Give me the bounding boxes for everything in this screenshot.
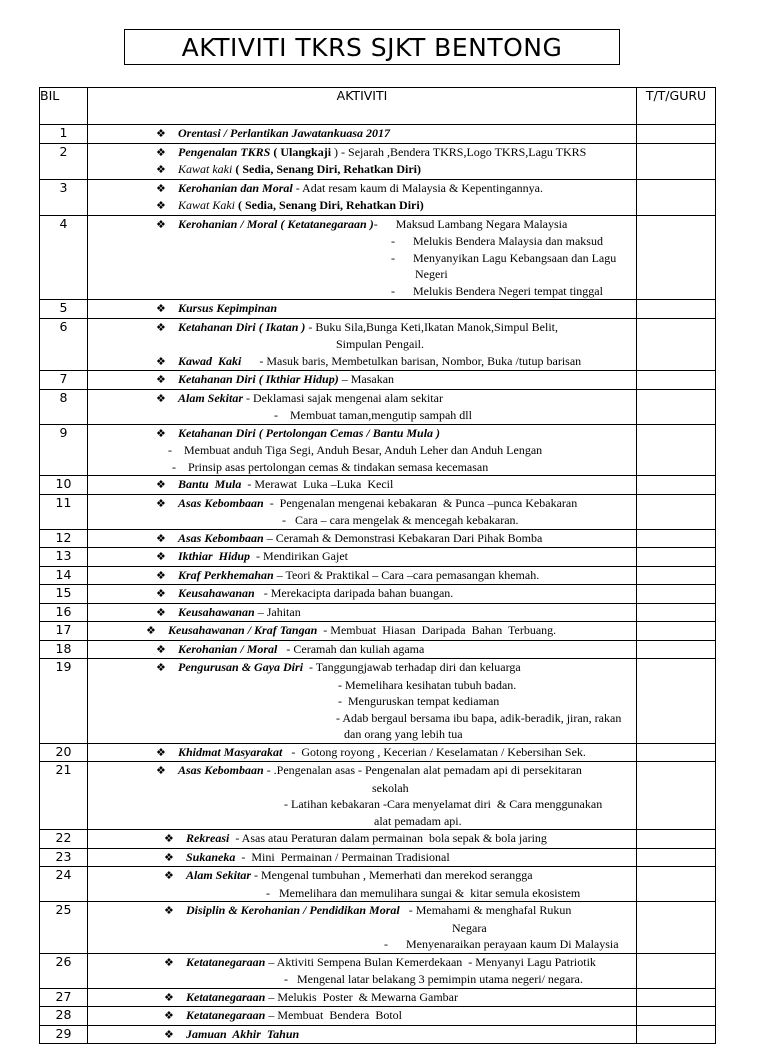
activity-line: [88, 622, 636, 640]
activity-topic-italic: Kawat Kaki: [178, 198, 239, 212]
activity-detail: - Mendirikan Gajet: [250, 549, 348, 563]
activity-detail: – Ceramah & Demonstrasi Kebakaran Dari Pihak Bomba: [263, 530, 543, 545]
activity-topic: Kerohanian dan Moral: [178, 180, 293, 195]
activity-line: [88, 849, 636, 867]
activity-detail: – Jahitan: [254, 604, 301, 619]
table-row: [40, 830, 716, 849]
activity-line: [88, 604, 636, 622]
activity-line: [88, 813, 636, 830]
activity-detail: – Membuat Bendera Botol: [265, 1008, 402, 1022]
activity-cell: [88, 215, 637, 300]
diamond-bullet-icon: ❖: [156, 426, 166, 440]
signature-cell: [637, 494, 716, 529]
activity-topic: Asas Kebombaan: [178, 763, 264, 777]
activity-detail: – Teori & Praktikal – Cara –cara pemasangan khemah.: [273, 567, 540, 582]
diamond-bullet-icon: ❖: [156, 354, 166, 368]
activity-detail: - Asas atau Peraturan dalam permainan bola sepak & bola jaring: [229, 831, 547, 845]
activity-topic: Keusahawanan: [178, 604, 255, 619]
activity-cell: [88, 585, 637, 604]
row-number: 18: [40, 640, 88, 659]
activity-cell: [88, 389, 637, 424]
activity-line: [88, 319, 636, 337]
row-number: 3: [40, 179, 88, 215]
activity-line: [88, 920, 636, 937]
table-row: [40, 762, 716, 830]
activity-topic: Ketatanegaraan: [186, 954, 266, 969]
activity-topic: Pengurusan & Gaya Diri: [178, 660, 304, 674]
diamond-bullet-icon: ❖: [156, 661, 166, 674]
activity-line: [88, 796, 636, 813]
row-number: 25: [40, 902, 88, 954]
activity-topic: Keusahawanan: [178, 586, 255, 600]
activity-topic: Khidmat Masyarakat: [178, 744, 283, 759]
activity-topic: Asas Kebombaan: [178, 530, 264, 545]
activity-line: [88, 353, 636, 371]
activity-cell: [88, 300, 637, 319]
activity-detail: – Masakan: [338, 372, 395, 386]
signature-cell: [637, 300, 716, 319]
activity-topic: Pengenalan TKRS: [178, 144, 271, 159]
activity-topic: Kerohanian / Moral: [178, 641, 278, 656]
diamond-bullet-icon: ❖: [156, 605, 166, 619]
activity-detail: - Membuat taman,mengutip sampah dll: [274, 408, 472, 422]
table-row: [40, 566, 716, 585]
activity-line: [88, 902, 636, 920]
table-row: [40, 476, 716, 495]
diamond-bullet-icon: ❖: [164, 990, 174, 1004]
activity-line: [88, 971, 636, 988]
activity-line: [88, 125, 636, 143]
table-row: [40, 215, 716, 300]
signature-cell: [637, 902, 716, 954]
activity-line: [88, 233, 636, 250]
signature-cell: [637, 988, 716, 1007]
signature-cell: [637, 529, 716, 548]
signature-cell: [637, 743, 716, 762]
diamond-bullet-icon: ❖: [156, 745, 166, 759]
signature-cell: [637, 640, 716, 659]
activity-cell: [88, 848, 637, 867]
table-row: [40, 179, 716, 215]
diamond-bullet-icon: ❖: [156, 568, 166, 582]
activity-detail: - Memelihara dan memulihara sungai & kitar semula ekosistem: [266, 885, 581, 900]
activity-detail: Negara: [452, 920, 487, 935]
table-row: [40, 603, 716, 622]
activity-cell: [88, 988, 637, 1007]
activity-cell: [88, 867, 637, 902]
table-row: [40, 125, 716, 144]
diamond-bullet-icon: ❖: [156, 587, 166, 600]
activity-line: [88, 197, 636, 215]
activity-detail: - Merekacipta daripada bahan buangan.: [254, 586, 454, 600]
signature-cell: [637, 622, 716, 641]
activity-line: [88, 762, 636, 780]
diamond-bullet-icon: ❖: [156, 163, 166, 176]
signature-cell: [637, 125, 716, 144]
activity-cell: [88, 424, 637, 476]
row-number: 14: [40, 566, 88, 585]
activity-topic: Alam Sekitar: [178, 390, 244, 405]
table-row: [40, 529, 716, 548]
signature-cell: [637, 762, 716, 830]
activity-cell: [88, 494, 637, 529]
activity-detail: - Menyanyikan Lagu Kebangsaan dan Lagu: [391, 250, 617, 265]
diamond-bullet-icon: ❖: [156, 302, 166, 315]
activity-detail: - Cara – cara mengelak & mencegah kebakaran.: [282, 513, 519, 527]
signature-cell: [637, 953, 716, 988]
diamond-bullet-icon: ❖: [156, 496, 166, 510]
signature-cell: [637, 179, 716, 215]
activity-detail: - Tanggungjawab terhadap diri dan keluarga: [303, 660, 521, 674]
activity-cell: [88, 371, 637, 390]
activity-line: [88, 336, 636, 353]
diamond-bullet-icon: ❖: [156, 217, 166, 231]
activity-cell: [88, 1007, 637, 1026]
activity-emphasis: ( Ulangkaji: [270, 144, 335, 159]
diamond-bullet-icon: ❖: [156, 391, 166, 405]
activity-detail: Simpulan Pengail.: [336, 337, 424, 351]
activity-detail: - Mini Permainan / Permainan Tradisional: [235, 849, 450, 864]
diamond-bullet-icon: ❖: [156, 127, 166, 140]
activity-line: [88, 885, 636, 902]
row-number: 7: [40, 371, 88, 390]
activity-detail: – Aktiviti Sempena Bulan Kemerdekaan - Menyanyi Lagu Patriotik: [265, 954, 596, 969]
activity-detail: - Membuat anduh Tiga Segi, Anduh Besar, Anduh Leher dan Anduh Lengan: [168, 443, 543, 457]
table-row: [40, 622, 716, 641]
row-number: 13: [40, 548, 88, 567]
diamond-bullet-icon: ❖: [164, 904, 174, 917]
activity-line: [88, 425, 636, 443]
activity-detail: – Melukis Poster & Mewarna Gambar: [265, 989, 458, 1004]
activity-line: [88, 476, 636, 494]
row-number: 20: [40, 743, 88, 762]
activity-topic: Rekreasi: [186, 831, 230, 845]
activity-topic: Ketatanegaraan: [186, 989, 266, 1004]
activity-emphasis: ( Sedia, Senang Diri, Rehatkan Diri): [235, 162, 422, 176]
activity-table: [39, 87, 716, 1044]
row-number: 5: [40, 300, 88, 319]
table-row: [40, 318, 716, 371]
table-row: [40, 659, 716, 744]
activity-line: [88, 250, 636, 267]
activity-topic: Ikthiar Hidup: [178, 549, 251, 563]
activity-detail: - Prinsip asas pertolongan cemas & tindakan semasa kecemasan: [172, 459, 489, 474]
activity-topic: Ketahanan Diri ( Ikatan ): [178, 319, 306, 334]
row-number: 26: [40, 953, 88, 988]
table-row: [40, 988, 716, 1007]
table-row: [40, 548, 716, 567]
activity-line: [88, 693, 636, 710]
activity-cell: [88, 659, 637, 744]
activity-cell: [88, 902, 637, 954]
signature-cell: [637, 659, 716, 744]
activity-line: [88, 567, 636, 585]
activity-detail: - Merawat Luka –Luka Kecil: [241, 477, 394, 491]
diamond-bullet-icon: ❖: [156, 181, 166, 195]
table-header-row: [40, 88, 716, 125]
activity-line: [88, 780, 636, 797]
activity-line: [88, 989, 636, 1007]
row-number: 28: [40, 1007, 88, 1026]
row-number: 21: [40, 762, 88, 830]
activity-cell: [88, 743, 637, 762]
activity-detail: - Adat resam kaum di Malaysia & Kepentingannya.: [292, 180, 543, 195]
activity-line: [88, 710, 636, 727]
activity-line: [88, 585, 636, 603]
row-number: 24: [40, 867, 88, 902]
row-number: 10: [40, 476, 88, 495]
row-number: 6: [40, 318, 88, 371]
table-row: [40, 848, 716, 867]
activity-topic: Sukaneka: [186, 849, 236, 864]
activity-topic: Kawad Kaki: [178, 353, 242, 368]
activity-line: [88, 407, 636, 424]
activity-cell: [88, 640, 637, 659]
signature-cell: [637, 603, 716, 622]
activity-line: [88, 830, 636, 848]
activity-cell: [88, 548, 637, 567]
activity-topic: Kerohanian / Moral ( Ketatanegaraan ): [178, 216, 374, 231]
activity-line: [88, 659, 636, 677]
signature-cell: [637, 867, 716, 902]
row-number: 15: [40, 585, 88, 604]
signature-cell: [637, 830, 716, 849]
activity-detail: - Gotong royong , Kecerian / Keselamatan / Kebersihan Sek.: [282, 744, 586, 759]
activity-line: [88, 180, 636, 198]
row-number: 22: [40, 830, 88, 849]
signature-cell: [637, 424, 716, 476]
row-number: 12: [40, 529, 88, 548]
activity-line: [88, 954, 636, 972]
table-row: [40, 867, 716, 902]
activity-detail: ) - Sejarah ,Bendera TKRS,Logo TKRS,Lagu TKRS: [334, 144, 587, 159]
activity-detail: - .Pengenalan asas - Pengenalan alat pemadam api di persekitaran: [263, 763, 582, 777]
activity-topic: Ketahanan Diri ( Ikthiar Hidup): [178, 372, 339, 386]
table-row: [40, 902, 716, 954]
activity-detail: - Membuat Hiasan Daripada Bahan Terbuang.: [317, 623, 557, 637]
diamond-bullet-icon: ❖: [164, 1009, 174, 1022]
table-body: [40, 125, 716, 1044]
activity-detail: - Maksud Lambang Negara Malaysia: [373, 216, 568, 231]
activity-line: [88, 371, 636, 389]
signature-cell: [637, 1007, 716, 1026]
activity-topic: Keusahawanan / Kraf Tangan: [168, 623, 318, 637]
activity-cell: [88, 125, 637, 144]
activity-cell: [88, 603, 637, 622]
row-number: 19: [40, 659, 88, 744]
activity-line: [88, 641, 636, 659]
activity-topic: Kraf Perkhemahan: [178, 567, 274, 582]
row-number: 8: [40, 389, 88, 424]
activity-line: [88, 161, 636, 179]
activity-detail: - Adab bergaul bersama ibu bapa, adik-beradik, jiran, rakan: [336, 710, 622, 725]
activity-line: [88, 459, 636, 476]
activity-cell: [88, 1025, 637, 1044]
table-row: [40, 494, 716, 529]
diamond-bullet-icon: ❖: [156, 373, 166, 386]
signature-cell: [637, 143, 716, 179]
activity-topic: Bantu Mula: [178, 477, 242, 491]
activity-line: [88, 144, 636, 162]
activity-detail: - Buku Sila,Bunga Keti,Ikatan Manok,Simpul Belit,: [305, 319, 559, 334]
diamond-bullet-icon: ❖: [164, 869, 174, 882]
activity-detail: - Mengenal tumbuhan , Memerhati dan merekod serangga: [251, 868, 533, 882]
activity-line: [88, 300, 636, 318]
activity-topic-italic: Kawat kaki: [178, 162, 236, 176]
row-number: 27: [40, 988, 88, 1007]
activity-detail: - Latihan kebakaran -Cara menyelamat diri & Cara menggunakan: [284, 797, 603, 811]
diamond-bullet-icon: ❖: [156, 550, 166, 563]
activity-cell: [88, 529, 637, 548]
activity-detail: - Menyenaraikan perayaan kaum Di Malaysia: [384, 937, 619, 951]
signature-cell: [637, 389, 716, 424]
activity-detail: sekolah: [372, 780, 409, 795]
diamond-bullet-icon: ❖: [156, 478, 166, 491]
diamond-bullet-icon: ❖: [164, 832, 174, 845]
header-tt-guru: T/T/GURU: [637, 88, 716, 125]
activity-line: [88, 1007, 636, 1025]
activity-line: [88, 530, 636, 548]
table-row: [40, 143, 716, 179]
signature-cell: [637, 585, 716, 604]
diamond-bullet-icon: ❖: [156, 642, 166, 656]
activity-emphasis: ( Sedia, Senang Diri, Rehatkan Diri): [238, 198, 424, 212]
row-number: 4: [40, 215, 88, 300]
activity-line: [88, 495, 636, 513]
activity-detail: - Menguruskan tempat kediaman: [338, 694, 500, 708]
activity-line: [88, 266, 636, 283]
table-row: [40, 953, 716, 988]
table-row: [40, 371, 716, 390]
diamond-bullet-icon: ❖: [156, 320, 166, 334]
activity-line: [88, 726, 636, 743]
signature-cell: [637, 476, 716, 495]
activity-topic: Jamuan Akhir Tahun: [186, 1026, 300, 1041]
activity-detail: - Memelihara kesihatan tubuh badan.: [338, 677, 517, 692]
activity-detail: - Melukis Bendera Malaysia dan maksud: [391, 234, 603, 248]
activity-line: [88, 867, 636, 885]
table-row: [40, 640, 716, 659]
activity-cell: [88, 476, 637, 495]
table-row: [40, 1025, 716, 1044]
row-number: 29: [40, 1025, 88, 1044]
diamond-bullet-icon: ❖: [146, 624, 156, 637]
diamond-bullet-icon: ❖: [156, 531, 166, 545]
activity-detail: - Ceramah dan kuliah agama: [277, 641, 425, 656]
row-number: 17: [40, 622, 88, 641]
row-number: 2: [40, 143, 88, 179]
table-row: [40, 389, 716, 424]
activity-topic: Kursus Kepimpinan: [178, 301, 278, 315]
activity-topic: Ketahanan Diri ( Pertolongan Cemas / Bantu Mula ): [178, 425, 441, 440]
signature-cell: [637, 1025, 716, 1044]
activity-detail: - Mengenal latar belakang 3 pemimpin utama negeri/ negara.: [284, 972, 583, 986]
row-number: 1: [40, 125, 88, 144]
activity-detail: - Deklamasi sajak mengenai alam sekitar: [243, 390, 443, 405]
activity-topic: Disiplin & Kerohanian / Pendidikan Moral: [186, 903, 400, 917]
activity-cell: [88, 143, 637, 179]
activity-detail: Negeri: [415, 267, 448, 281]
activity-detail: - Melukis Bendera Negeri tempat tinggal: [391, 283, 603, 298]
row-number: 9: [40, 424, 88, 476]
activity-cell: [88, 762, 637, 830]
activity-line: [88, 512, 636, 529]
signature-cell: [637, 566, 716, 585]
activity-detail: - Masuk baris, Membetulkan barisan, Nombor, Buka /tutup barisan: [241, 353, 582, 368]
activity-detail: alat pemadam api.: [374, 813, 462, 828]
signature-cell: [637, 215, 716, 300]
activity-cell: [88, 566, 637, 585]
activity-detail: dan orang yang lebih tua: [344, 727, 463, 741]
activity-line: [88, 677, 636, 694]
table-row: [40, 743, 716, 762]
table-row: [40, 1007, 716, 1026]
signature-cell: [637, 371, 716, 390]
activity-detail: - Pengenalan mengenai kebakaran & Punca –punca Kebakaran: [263, 495, 578, 510]
diamond-bullet-icon: ❖: [164, 955, 174, 969]
activity-line: [88, 442, 636, 459]
activity-topic: Ketatanegaraan: [186, 1008, 266, 1022]
diamond-bullet-icon: ❖: [164, 1027, 174, 1041]
activity-line: [88, 283, 636, 300]
diamond-bullet-icon: ❖: [164, 850, 174, 864]
activity-cell: [88, 830, 637, 849]
signature-cell: [637, 548, 716, 567]
signature-cell: [637, 318, 716, 371]
activity-cell: [88, 179, 637, 215]
activity-line: [88, 216, 636, 234]
activity-detail: - Memahami & menghafal Rukun: [399, 903, 572, 917]
activity-topic: Asas Kebombaan: [178, 495, 264, 510]
activity-cell: [88, 953, 637, 988]
activity-line: [88, 390, 636, 408]
activity-line: [88, 936, 636, 953]
activity-cell: [88, 622, 637, 641]
page-title: AKTIVITI TKRS SJKT BENTONG: [124, 29, 620, 65]
table-row: [40, 585, 716, 604]
activity-line: [88, 744, 636, 762]
diamond-bullet-icon: ❖: [156, 764, 166, 777]
table-row: [40, 424, 716, 476]
activity-topic: Alam Sekitar: [186, 868, 252, 882]
row-number: 23: [40, 848, 88, 867]
activity-cell: [88, 318, 637, 371]
activity-topic: Orentasi / Perlantikan Jawatankuasa 2017: [178, 126, 391, 140]
table-row: [40, 300, 716, 319]
diamond-bullet-icon: ❖: [156, 145, 166, 159]
activity-line: [88, 1026, 636, 1044]
signature-cell: [637, 848, 716, 867]
diamond-bullet-icon: ❖: [156, 199, 166, 212]
header-bil: BIL: [40, 88, 88, 125]
activity-line: [88, 548, 636, 566]
row-number: 16: [40, 603, 88, 622]
header-aktiviti: AKTIVITI: [88, 88, 637, 125]
row-number: 11: [40, 494, 88, 529]
